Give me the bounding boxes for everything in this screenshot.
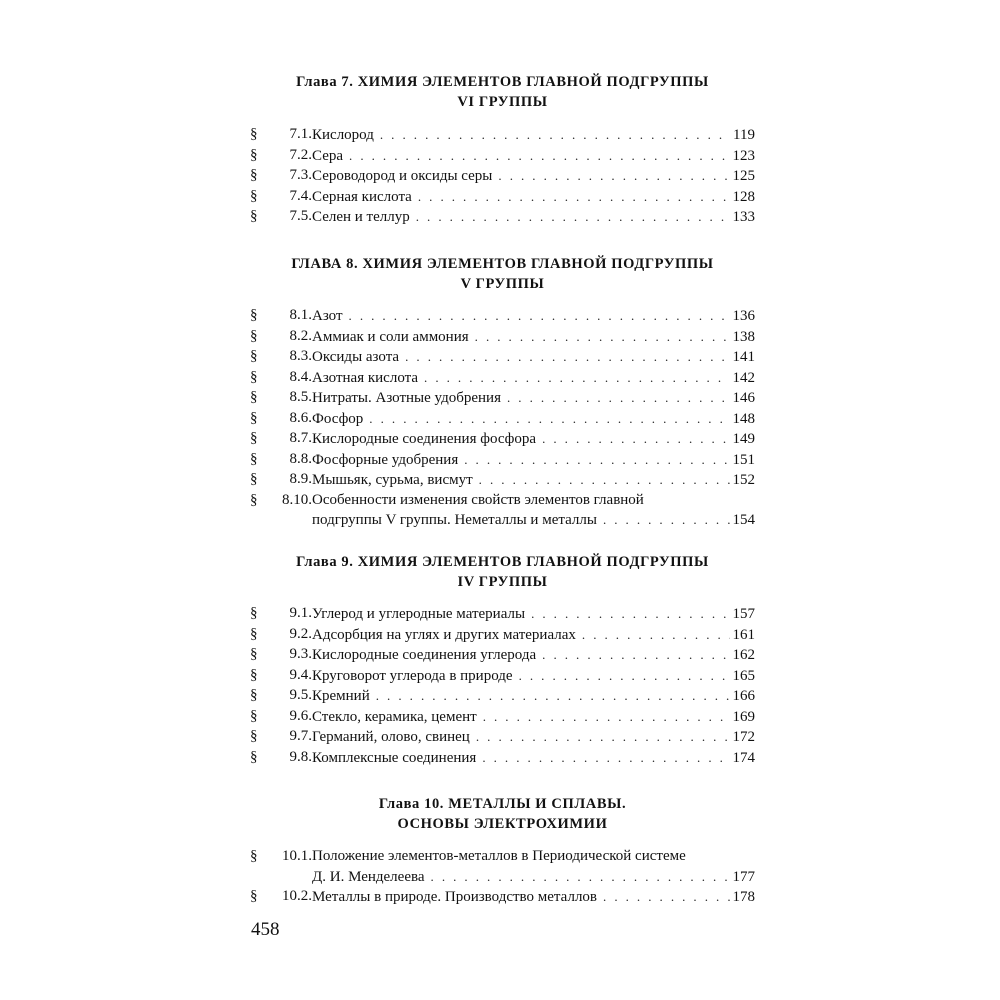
entry-number: 9.6. — [289, 707, 312, 724]
dot-leader — [542, 429, 729, 449]
entry-page: 138 — [732, 328, 755, 345]
toc-entry[interactable] — [250, 327, 755, 348]
entry-page: 169 — [732, 708, 755, 725]
entry-number: 9.5. — [289, 687, 312, 703]
entry-number: 8.1. — [289, 307, 312, 323]
entry-page: 125 — [732, 168, 755, 184]
entry-title: Кислородные соединения фосфора — [312, 431, 537, 447]
toc-entry[interactable] — [250, 625, 755, 646]
entry-page: 149 — [732, 431, 755, 447]
toc-entry[interactable] — [250, 388, 755, 409]
section-sign: § — [250, 430, 258, 446]
dot-leader — [507, 388, 730, 408]
entry-title: Азотная кислота — [312, 369, 419, 386]
entry-number: 7.3. — [289, 167, 312, 183]
toc-entry[interactable] — [250, 645, 755, 666]
entry-number: 8.4. — [289, 368, 312, 385]
chapter-heading-line: Глава 7. ХИМИЯ ЭЛЕМЕНТОВ ГЛАВНОЙ ПОДГРУППЫ — [296, 74, 709, 90]
entry-title: Фосфорные удобрения — [312, 451, 459, 468]
entry-title: Адсорбция на углях и других материалах — [312, 626, 576, 643]
section-sign: § — [250, 605, 258, 621]
section-sign: § — [250, 409, 258, 426]
entry-page: 177 — [732, 868, 755, 885]
toc-entry[interactable] — [250, 207, 755, 228]
entry-number: 8.8. — [289, 450, 312, 467]
dot-leader — [582, 625, 730, 645]
entry-number: 8.9. — [289, 471, 312, 487]
entry-title: Германий, олово, свинец — [312, 729, 470, 745]
dot-leader — [498, 166, 729, 186]
dot-leader — [380, 125, 730, 145]
entry-number: 9.1. — [289, 605, 312, 621]
chapter-heading-line: VI ГРУППЫ — [457, 94, 548, 110]
dot-leader — [482, 748, 729, 768]
toc-entry[interactable] — [250, 604, 755, 625]
chapter-heading-line: ГЛАВА 8. ХИМИЯ ЭЛЕМЕНТОВ ГЛАВНОЙ ПОДГРУППЫ — [291, 256, 714, 272]
dot-leader — [603, 510, 730, 530]
entry-page: 119 — [733, 127, 755, 143]
chapter-heading — [250, 72, 755, 112]
entry-page: 148 — [732, 410, 755, 427]
dot-leader — [464, 450, 729, 470]
entry-title: Кислород — [312, 127, 374, 143]
entry-number: 10.2. — [282, 888, 312, 904]
chapter-heading — [250, 552, 755, 592]
toc-section — [250, 125, 755, 228]
entry-page: 172 — [732, 729, 755, 745]
section-sign: § — [250, 687, 258, 703]
dot-leader — [603, 887, 729, 907]
section-sign: § — [250, 625, 258, 642]
entry-title-line: Положение элементов-металлов в Периодической системе — [312, 848, 686, 864]
chapter-heading — [250, 254, 755, 294]
dot-leader — [531, 604, 729, 624]
entry-title: Круговорот углерода в природе — [312, 667, 513, 684]
toc-section — [250, 847, 755, 908]
entry-title: Оксиды азота — [312, 349, 400, 365]
entry-page: 157 — [732, 606, 755, 622]
dot-leader — [416, 207, 730, 227]
dot-leader — [418, 187, 730, 207]
entry-page: 152 — [732, 472, 755, 488]
chapter-heading-line: ОСНОВЫ ЭЛЕКТРОХИМИИ — [397, 816, 608, 832]
toc-entry[interactable] — [250, 146, 755, 167]
entry-page: 146 — [732, 390, 755, 406]
toc-entry[interactable] — [250, 707, 755, 728]
entry-title: Кислородные соединения углерода — [312, 647, 537, 663]
section-sign: § — [250, 389, 258, 405]
entry-title: подгруппы V группы. Неметаллы и металлы — [312, 512, 597, 528]
section-sign: § — [250, 327, 258, 344]
dot-leader — [476, 727, 730, 747]
entry-number: 7.4. — [289, 187, 312, 204]
toc-entry[interactable] — [250, 368, 755, 389]
entry-title: Кремний — [312, 688, 370, 704]
entry-number: 9.8. — [289, 748, 312, 765]
entry-page: 161 — [732, 626, 755, 643]
dot-leader — [376, 686, 730, 706]
dot-leader — [483, 707, 730, 727]
section-sign: § — [250, 748, 258, 765]
entry-page: 151 — [732, 451, 755, 468]
section-sign: § — [250, 707, 258, 724]
dot-leader — [349, 146, 729, 166]
section-sign: § — [250, 888, 258, 904]
entry-number: 7.2. — [289, 146, 312, 163]
toc-entry[interactable] — [250, 748, 755, 769]
chapter-heading-line: V ГРУППЫ — [460, 276, 545, 292]
entry-number: 9.2. — [289, 625, 312, 642]
section-sign: § — [250, 728, 258, 744]
entry-number: 8.6. — [289, 409, 312, 426]
section-sign: § — [250, 491, 258, 508]
section-sign: § — [250, 208, 258, 224]
chapter-heading — [250, 794, 755, 834]
toc-entry[interactable] — [250, 887, 755, 908]
toc-entry[interactable] — [250, 429, 755, 450]
entry-title: Сера — [312, 147, 344, 164]
entry-page: 174 — [732, 749, 755, 766]
entry-number: 8.10. — [282, 491, 312, 508]
entry-title: Стекло, керамика, цемент — [312, 708, 477, 725]
entry-number: 8.3. — [289, 348, 312, 364]
entry-number: 8.7. — [289, 430, 312, 446]
chapter-heading-line: Глава 9. ХИМИЯ ЭЛЕМЕНТОВ ГЛАВНОЙ ПОДГРУППЫ — [296, 554, 709, 570]
entry-page: 133 — [732, 209, 755, 225]
toc-entry[interactable] — [250, 847, 755, 887]
section-sign: § — [250, 187, 258, 204]
entry-page: 166 — [732, 688, 755, 704]
section-sign: § — [250, 666, 258, 683]
toc-entry[interactable] — [250, 347, 755, 368]
toc-entry[interactable] — [250, 666, 755, 687]
dot-leader — [349, 306, 730, 326]
toc-entry[interactable] — [250, 166, 755, 187]
entry-title: Д. И. Менделеева — [312, 868, 425, 885]
toc-section — [250, 306, 755, 531]
entry-title: Нитраты. Азотные удобрения — [312, 390, 501, 406]
entry-title: Сероводород и оксиды серы — [312, 168, 493, 184]
entry-number: 7.1. — [289, 126, 312, 142]
entry-page: 162 — [732, 647, 755, 663]
entry-number: 9.3. — [289, 646, 312, 662]
entry-number: 7.5. — [289, 208, 312, 224]
entry-page: 178 — [732, 889, 755, 905]
entry-title: Серная кислота — [312, 188, 412, 205]
entry-number: 8.2. — [289, 327, 312, 344]
entry-title: Углерод и углеродные материалы — [312, 606, 526, 622]
section-sign: § — [250, 450, 258, 467]
entry-page: 142 — [732, 369, 755, 386]
entry-page: 141 — [732, 349, 755, 365]
toc-entry[interactable] — [250, 125, 755, 146]
entry-number: 9.4. — [289, 666, 312, 683]
dot-leader — [519, 666, 730, 686]
entry-number: 10.1. — [282, 848, 312, 864]
section-sign: § — [250, 348, 258, 364]
entry-title: Комплексные соединения — [312, 749, 477, 766]
toc-entry[interactable] — [250, 727, 755, 748]
entry-title: Фосфор — [312, 410, 364, 427]
entry-title: Азот — [312, 308, 343, 324]
section-sign: § — [250, 848, 258, 864]
dot-leader — [431, 867, 730, 887]
section-sign: § — [250, 471, 258, 487]
entry-page: 154 — [732, 512, 755, 528]
chapter-heading-line: IV ГРУППЫ — [457, 574, 548, 590]
entry-title: Аммиак и соли аммония — [312, 328, 469, 345]
toc-entry[interactable] — [250, 409, 755, 430]
toc-entry[interactable] — [250, 686, 755, 707]
page-number: 458 — [251, 919, 280, 940]
dot-leader — [424, 368, 729, 388]
entry-page: 123 — [732, 147, 755, 164]
entry-title: Мышьяк, сурьма, висмут — [312, 472, 473, 488]
toc-entry[interactable] — [250, 187, 755, 208]
toc-entry[interactable] — [250, 470, 755, 491]
dot-leader — [475, 327, 730, 347]
section-sign: § — [250, 307, 258, 323]
toc-entry[interactable] — [250, 450, 755, 471]
section-sign: § — [250, 146, 258, 163]
entry-page: 165 — [732, 667, 755, 684]
toc-entry[interactable] — [250, 306, 755, 327]
toc-section — [250, 604, 755, 768]
dot-leader — [542, 645, 729, 665]
dot-leader — [405, 347, 729, 367]
entry-title-line: Особенности изменения свойств элементов главной — [312, 491, 644, 508]
section-sign: § — [250, 646, 258, 662]
dot-leader — [479, 470, 730, 490]
entry-number: 9.7. — [289, 728, 312, 744]
dot-leader — [369, 409, 729, 429]
entry-page: 128 — [732, 188, 755, 205]
entry-title: Металлы в природе. Производство металлов — [312, 889, 598, 905]
section-sign: § — [250, 167, 258, 183]
section-sign: § — [250, 126, 258, 142]
toc-entry[interactable] — [250, 491, 755, 531]
entry-title: Селен и теллур — [312, 209, 410, 225]
entry-page: 136 — [732, 308, 755, 324]
section-sign: § — [250, 368, 258, 385]
chapter-heading-line: Глава 10. МЕТАЛЛЫ И СПЛАВЫ. — [378, 796, 627, 812]
entry-number: 8.5. — [289, 389, 312, 405]
